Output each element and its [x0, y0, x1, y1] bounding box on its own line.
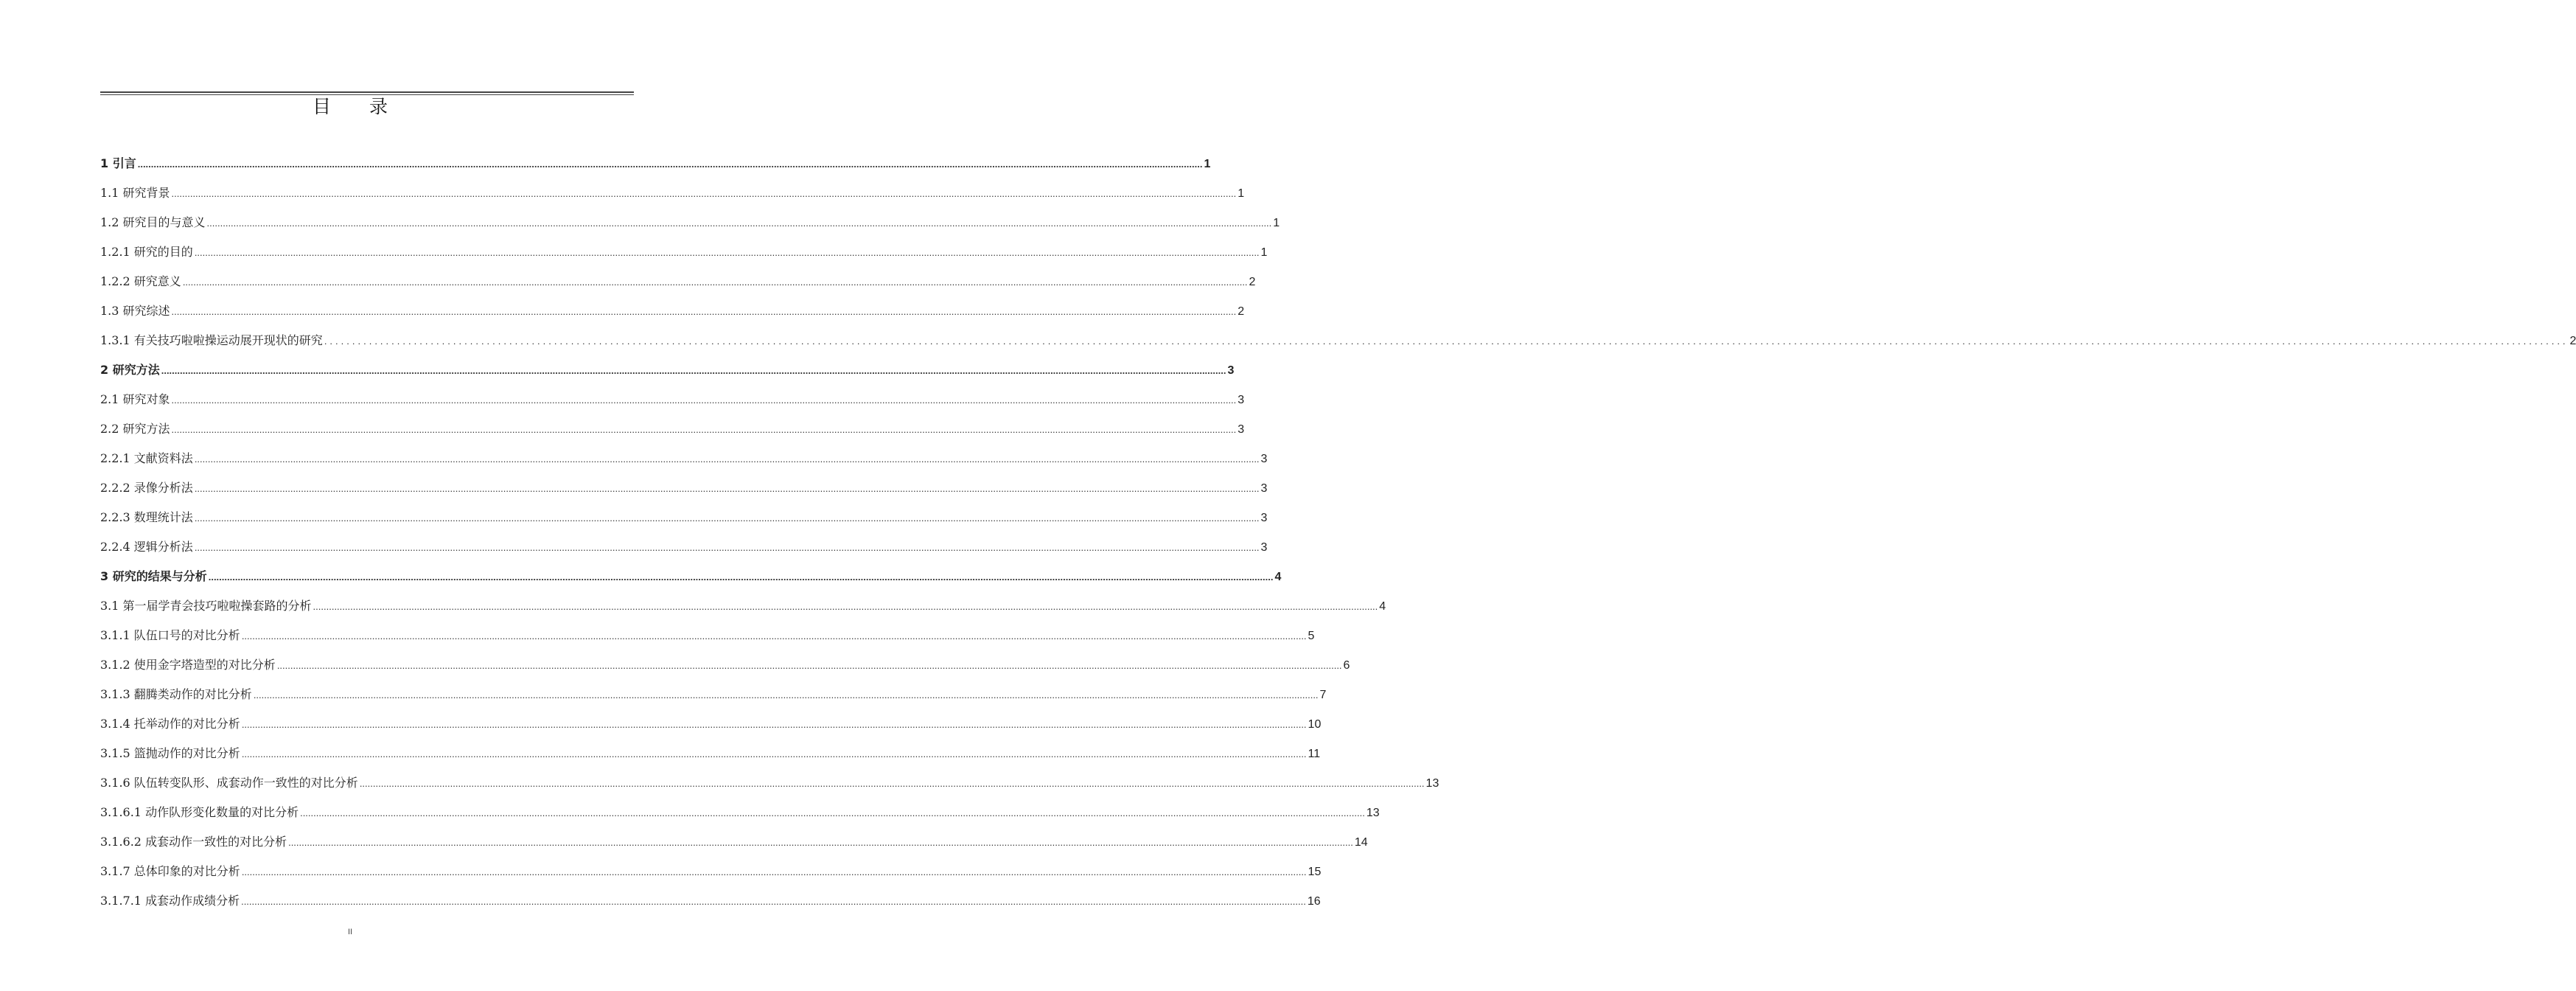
toc-entry-label: 1 引言 [100, 156, 136, 170]
toc-entry[interactable] [100, 768, 1439, 798]
dot-leader: ................................................................................................................................................................................................................................................................................................................................................................................................................ [241, 719, 1307, 730]
dot-leader: ................................................................................................................................................................................................................................................................................................................................................................................................................ [241, 866, 1307, 877]
toc-entry[interactable] [100, 562, 1282, 591]
toc-entry-label: 3.1.1 队伍口号的对比分析 [100, 628, 240, 642]
toc-entry-label: 1.1 研究背景 [100, 186, 170, 200]
toc-entry-page: 11 [1308, 748, 1321, 760]
toc-entry[interactable] [100, 208, 1280, 237]
toc-entry-label: 3.1.6.1 动作队形变化数量的对比分析 [100, 805, 299, 819]
toc-entry-label: 3.1.6 队伍转变队形、成套动作一致性的对比分析 [100, 776, 358, 790]
toc-entry-label: 3.1.5 篮抛动作的对比分析 [100, 746, 240, 760]
dot-leader: ................................................................................................................................................................................................................................................................................................................................................................................................................ [288, 837, 1353, 848]
dot-leader: ................................................................................................................................................................................................................................................................................................................................................................................................................ [194, 453, 1260, 465]
toc-entry-page: 1 [1273, 217, 1280, 229]
toc-entry-page: 2 [1249, 276, 1256, 288]
toc-entry-page: 16 [1307, 895, 1321, 908]
toc-entry[interactable] [100, 444, 1268, 473]
dot-leader: ................................................................................................................................................................................................................................................................................................................................................................................................................ [208, 571, 1274, 583]
toc-entry-label: 3.1.7 总体印象的对比分析 [100, 864, 240, 878]
toc-entry-label: 1.2.1 研究的目的 [100, 245, 193, 259]
toc-entry-label: 2.2.2 录像分析法 [100, 481, 193, 495]
toc-entry-page: 3 [1260, 453, 1268, 465]
toc-entry-label: 3 研究的结果与分析 [100, 569, 207, 583]
toc-entry[interactable] [100, 503, 1268, 532]
toc-entry[interactable] [100, 149, 1211, 178]
toc-entry-label: 2.2.1 文献资料法 [100, 451, 193, 465]
dot-leader: ................................................................................................................................................................................................................................................................................................................................................................................................................ [241, 748, 1307, 759]
toc-entry-page: 7 [1319, 689, 1327, 701]
table-of-contents [100, 149, 2576, 916]
toc-entry-page: 1 [1204, 158, 1211, 170]
dot-leader: ................................................................................................................................................................................................................................................................................................................................................................................................................ [171, 424, 1237, 435]
dot-leader: ................................................................................................................................................................................................................................................................................................................................................................................................................ [206, 218, 1272, 229]
toc-entry[interactable] [100, 296, 1245, 326]
toc-entry[interactable] [100, 355, 1235, 385]
toc-entry[interactable] [100, 326, 2576, 355]
toc-entry[interactable] [100, 237, 1268, 267]
dot-leader: ................................................................................................................................................................................................................................................................................................................................................................................................................ [276, 660, 1342, 671]
toc-entry-label: 1.3.1 有关技巧啦啦操运动展开现状的研究 [100, 333, 323, 347]
toc-entry-label: 3.1.7.1 成套动作成绩分析 [100, 894, 240, 908]
toc-entry[interactable] [100, 886, 1321, 916]
toc-entry[interactable] [100, 621, 1315, 650]
toc-entry[interactable] [100, 473, 1268, 503]
toc-entry-label: 1.3 研究综述 [100, 304, 170, 318]
toc-entry-page: 6 [1343, 659, 1350, 672]
toc-entry[interactable] [100, 591, 1386, 621]
toc-entry-label: 3.1.4 托举动作的对比分析 [100, 717, 240, 731]
page-number: II [347, 928, 353, 936]
toc-entry-label: 3.1.2 使用金字塔造型的对比分析 [100, 658, 276, 672]
toc-entry-page: 1 [1238, 187, 1245, 200]
page-title: 目 录 [313, 96, 404, 117]
toc-entry-page: 14 [1354, 836, 1368, 849]
toc-entry-page: 15 [1308, 866, 1322, 878]
toc-entry[interactable] [100, 178, 1245, 208]
toc-entry[interactable] [100, 385, 1245, 414]
toc-entry-page: 13 [1366, 807, 1380, 819]
toc-entry-label: 3.1.6.2 成套动作一致性的对比分析 [100, 835, 287, 849]
dot-leader: ................................................................................................................................................................................................................................................................................................................................................................................................................ [137, 159, 1203, 170]
dot-leader: ................................................................................................................................................................................................................................................................................................................................................................................................................ [241, 630, 1307, 641]
toc-entry[interactable] [100, 650, 1350, 680]
dot-leader: ................................................................................................................................................................................................................................................................................................................................................................................................................ [194, 542, 1260, 553]
dot-leader: ................................................................................................................................................................................................................................................................................................................................................................................................................ [300, 807, 1365, 818]
toc-entry-page: 2 [2569, 335, 2576, 347]
toc-entry-page: 2 [1238, 305, 1245, 318]
toc-entry-label: 3.1.3 翻腾类动作的对比分析 [100, 687, 252, 701]
toc-entry[interactable] [100, 857, 1322, 886]
toc-entry-page: 3 [1238, 394, 1245, 406]
toc-entry-page: 13 [1425, 777, 1439, 790]
toc-entry[interactable] [100, 680, 1327, 709]
toc-entry-label: 1.2.2 研究意义 [100, 274, 181, 288]
dot-leader: ................................................................................................................................................................................................................................................................................................................................................................................................................ [324, 335, 2569, 347]
dot-leader: ................................................................................................................................................................................................................................................................................................................................................................................................................ [359, 778, 1425, 789]
toc-entry[interactable] [100, 798, 1380, 827]
toc-entry-page: 3 [1260, 482, 1268, 495]
dot-leader: ................................................................................................................................................................................................................................................................................................................................................................................................................ [161, 365, 1226, 376]
toc-entry-label: 3.1 第一届学青会技巧啦啦操套路的分析 [100, 599, 312, 613]
toc-entry-page: 3 [1260, 541, 1268, 554]
toc-entry-page: 3 [1238, 423, 1245, 436]
toc-entry[interactable] [100, 267, 1256, 296]
dot-leader: ................................................................................................................................................................................................................................................................................................................................................................................................................ [171, 394, 1237, 406]
dot-leader: ................................................................................................................................................................................................................................................................................................................................................................................................................ [194, 247, 1260, 258]
toc-entry[interactable] [100, 414, 1245, 444]
toc-entry-label: 2 研究方法 [100, 363, 160, 377]
toc-entry[interactable] [100, 532, 1268, 562]
toc-entry-label: 2.2.3 数理统计法 [100, 510, 193, 524]
toc-entry-page: 1 [1260, 246, 1268, 259]
toc-entry[interactable] [100, 739, 1321, 768]
dot-leader: ................................................................................................................................................................................................................................................................................................................................................................................................................ [253, 689, 1319, 700]
toc-entry-page: 4 [1379, 600, 1386, 613]
dot-leader: ................................................................................................................................................................................................................................................................................................................................................................................................................ [313, 601, 1378, 612]
dot-leader: ................................................................................................................................................................................................................................................................................................................................................................................................................ [171, 188, 1237, 199]
toc-entry-page: 3 [1227, 364, 1235, 377]
dot-leader: ................................................................................................................................................................................................................................................................................................................................................................................................................ [241, 896, 1306, 907]
dot-leader: ................................................................................................................................................................................................................................................................................................................................................................................................................ [194, 512, 1260, 524]
toc-entry-page: 3 [1260, 512, 1268, 524]
dot-leader: ................................................................................................................................................................................................................................................................................................................................................................................................................ [194, 483, 1260, 494]
dot-leader: ................................................................................................................................................................................................................................................................................................................................................................................................................ [171, 306, 1237, 317]
toc-entry-label: 2.1 研究对象 [100, 392, 170, 406]
toc-entry-label: 2.2 研究方法 [100, 422, 170, 436]
toc-entry-label: 1.2 研究目的与意义 [100, 215, 206, 229]
toc-entry-page: 4 [1274, 571, 1282, 583]
toc-entry-page: 5 [1308, 630, 1315, 642]
toc-entry-label: 2.2.4 逻辑分析法 [100, 540, 193, 554]
toc-entry[interactable] [100, 709, 1322, 739]
dot-leader: ................................................................................................................................................................................................................................................................................................................................................................................................................ [182, 277, 1248, 288]
toc-entry-page: 10 [1308, 718, 1322, 731]
toc-entry[interactable] [100, 827, 1368, 857]
